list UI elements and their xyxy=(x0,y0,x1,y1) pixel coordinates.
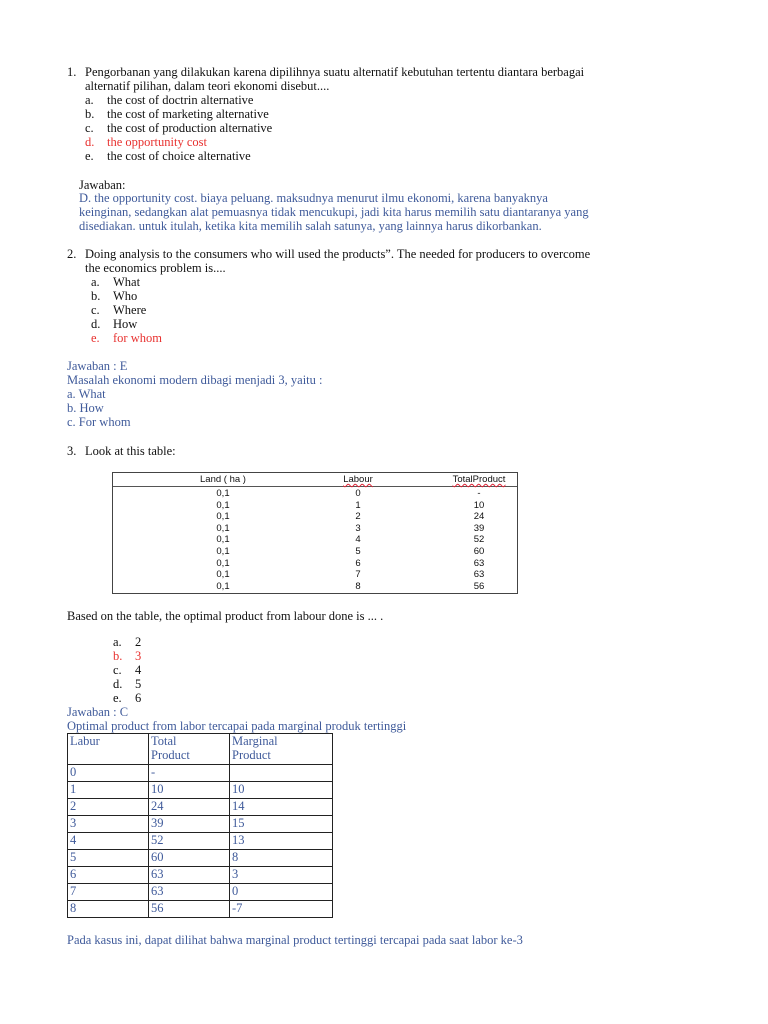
production-table-cell: 24 xyxy=(473,511,485,523)
option-marker: d. xyxy=(85,135,95,149)
option-text: 3 xyxy=(135,649,142,663)
header-labur-text: Labur xyxy=(70,734,100,748)
production-table-header xyxy=(113,473,517,487)
q1-answer-line1: D. the opportunity cost. biaya peluang. maksudnya menurut ilmu ekonomi, karena banyaknya xyxy=(79,191,548,205)
header-total-product xyxy=(439,474,519,485)
table-cell: 3 xyxy=(230,867,333,884)
production-table-cell: 3 xyxy=(355,522,361,534)
table-cell: 15 xyxy=(230,816,333,833)
table-row xyxy=(68,799,333,816)
option-text: the opportunity cost xyxy=(107,135,207,149)
option-marker: a. xyxy=(91,275,100,289)
header-marginal-line2: Product xyxy=(232,748,271,762)
production-table-cell: 1 xyxy=(355,499,361,511)
table-row xyxy=(68,884,333,901)
table-cell xyxy=(230,765,333,782)
q1-answer-line3: disediakan. untuk itulah, ketika kita memilih salah satunya, yang lainnya harus dikorbankan. xyxy=(79,219,542,233)
option-marker: c. xyxy=(113,663,122,677)
table-cell: 8 xyxy=(68,901,149,918)
table-row xyxy=(68,901,333,918)
q3-conclusion: Pada kasus ini, dapat dilihat bahwa marginal product tertinggi tercapai pada saat labor ke-3 xyxy=(67,933,523,947)
option-marker: a. xyxy=(113,635,122,649)
q2-question-line2: the economics problem is.... xyxy=(85,261,226,275)
option-text: the cost of production alternative xyxy=(107,121,273,135)
option-marker: d. xyxy=(113,677,123,691)
q1-answer-line2: keinginan, sedangkan alat pemuasnya tidak mencukupi, jadi kita harus memilih satu diantaranya yang xyxy=(79,205,589,219)
q1-question-line2: alternatif pilihan, dalam teori ekonomi disebut.... xyxy=(85,79,330,93)
header-total-line2: Product xyxy=(151,748,190,762)
option-marker: b. xyxy=(91,289,101,303)
q1-answer-label: Jawaban: xyxy=(79,178,126,192)
production-table-cell: - xyxy=(477,488,481,499)
production-table-cell: 0 xyxy=(355,488,361,499)
header-total-line1: Total xyxy=(151,734,177,748)
q2-answer-line1: Masalah ekonomi modern dibagi menjadi 3, yaitu : xyxy=(67,373,323,387)
table-cell: 10 xyxy=(230,782,333,799)
production-table-cell: 0,1 xyxy=(216,511,230,523)
production-table-cell: 0,1 xyxy=(216,488,230,499)
option-text: How xyxy=(113,317,138,331)
q3-answer-label: Jawaban : C xyxy=(67,705,129,719)
option-text: for whom xyxy=(113,331,162,345)
table-cell: -7 xyxy=(230,901,333,918)
option-marker: e. xyxy=(113,691,122,705)
option-marker: e. xyxy=(85,149,94,163)
production-table-cell: 56 xyxy=(473,580,485,592)
header-total-product-text: TotalProduct xyxy=(452,474,506,485)
table-cell: 52 xyxy=(149,833,230,850)
production-table-cell: 0,1 xyxy=(216,522,230,534)
production-table-cell: 10 xyxy=(473,499,485,511)
marginal-product-table xyxy=(67,733,333,918)
header-marginal-product xyxy=(230,734,333,765)
option-marker: b. xyxy=(113,649,123,663)
production-table-cell: 6 xyxy=(355,557,361,569)
production-table-cell: 0,1 xyxy=(216,546,230,557)
option-marker: b. xyxy=(85,107,95,121)
header-total-product xyxy=(149,734,230,765)
option-marker: c. xyxy=(85,121,94,135)
production-table-cell: 2 xyxy=(355,511,361,523)
production-table-cell: 0,1 xyxy=(216,499,230,511)
table-cell: 10 xyxy=(149,782,230,799)
q2-question-line1: Doing analysis to the consumers who will used the products”. The needed for producers to overcome xyxy=(85,247,591,261)
table-row xyxy=(68,867,333,884)
option-text: the cost of marketing alternative xyxy=(107,107,269,121)
q3-question: Look at this table: xyxy=(85,444,176,458)
option-text: the cost of doctrin alternative xyxy=(107,93,254,107)
header-labur xyxy=(68,734,149,765)
production-table-cell: 5 xyxy=(355,546,361,557)
production-table-cell: 8 xyxy=(355,580,361,592)
production-table-cell: 4 xyxy=(355,534,361,546)
option-text: 6 xyxy=(135,691,142,705)
option-text: the cost of choice alternative xyxy=(107,149,251,163)
q1-question-line1: Pengorbanan yang dilakukan karena dipilihnya suatu alternatif kebutuhan tertentu diantara berbagai xyxy=(85,65,585,79)
production-table-cell: 39 xyxy=(473,522,485,534)
q1-number: 1. xyxy=(67,65,77,79)
table-cell: 39 xyxy=(149,816,230,833)
production-table-cell: 0,1 xyxy=(216,557,230,569)
table-cell: 56 xyxy=(149,901,230,918)
header-labour-text: Labour xyxy=(343,474,373,485)
header-marginal-line1: Marginal xyxy=(232,734,278,748)
option-marker: a. xyxy=(85,93,94,107)
table-cell: 0 xyxy=(68,765,149,782)
table-cell: 1 xyxy=(68,782,149,799)
q2-answer-line3: b. How xyxy=(67,401,104,415)
production-table-cell: 7 xyxy=(355,569,361,581)
option-text: 5 xyxy=(135,677,142,691)
option-text: 2 xyxy=(135,635,142,649)
production-table-cell: 60 xyxy=(473,546,485,557)
table-cell: 7 xyxy=(68,884,149,901)
q2-number: 2. xyxy=(67,247,77,261)
table-cell: 8 xyxy=(230,850,333,867)
table-cell: 2 xyxy=(68,799,149,816)
table-row xyxy=(68,765,333,782)
option-marker: e. xyxy=(91,331,100,345)
table-row xyxy=(68,816,333,833)
q3-answer-line1: Optimal product from labor tercapai pada marginal produk tertinggi xyxy=(67,719,407,733)
marginal-product-table-body xyxy=(68,734,333,918)
marginal-product-table-header xyxy=(68,734,333,765)
q2-answer-line2: a. What xyxy=(67,387,106,401)
table-row xyxy=(68,782,333,799)
q3-number: 3. xyxy=(67,444,77,458)
table-row xyxy=(68,833,333,850)
option-text: Where xyxy=(113,303,147,317)
production-table-cell: 63 xyxy=(473,557,485,569)
q3-prompt: Based on the table, the optimal product from labour done is ... . xyxy=(67,609,384,623)
table-cell: 5 xyxy=(68,850,149,867)
production-table-cell: 52 xyxy=(473,534,485,546)
header-labour xyxy=(318,474,398,485)
production-table-cell: 0,1 xyxy=(216,569,230,581)
table-cell: 63 xyxy=(149,867,230,884)
option-text: What xyxy=(113,275,141,289)
production-table-cell: 63 xyxy=(473,569,485,581)
table-cell: 63 xyxy=(149,884,230,901)
table-cell: 3 xyxy=(68,816,149,833)
table-cell: 0 xyxy=(230,884,333,901)
option-text: 4 xyxy=(135,663,142,677)
option-marker: c. xyxy=(91,303,100,317)
table-cell: 14 xyxy=(230,799,333,816)
option-marker: d. xyxy=(91,317,101,331)
table-cell: 13 xyxy=(230,833,333,850)
option-text: Who xyxy=(113,289,138,303)
table-row xyxy=(68,850,333,867)
production-table-image xyxy=(112,472,518,594)
production-table-cell: 0,1 xyxy=(216,580,230,592)
header-land: Land ( ha ) xyxy=(200,474,246,485)
q2-answer-line4: c. For whom xyxy=(67,415,131,429)
q2-answer-label: Jawaban : E xyxy=(67,359,128,373)
table-cell: 6 xyxy=(68,867,149,884)
table-cell: 60 xyxy=(149,850,230,867)
table-cell: 24 xyxy=(149,799,230,816)
production-table-cell: 0,1 xyxy=(216,534,230,546)
table-cell: - xyxy=(149,765,230,782)
table-cell: 4 xyxy=(68,833,149,850)
